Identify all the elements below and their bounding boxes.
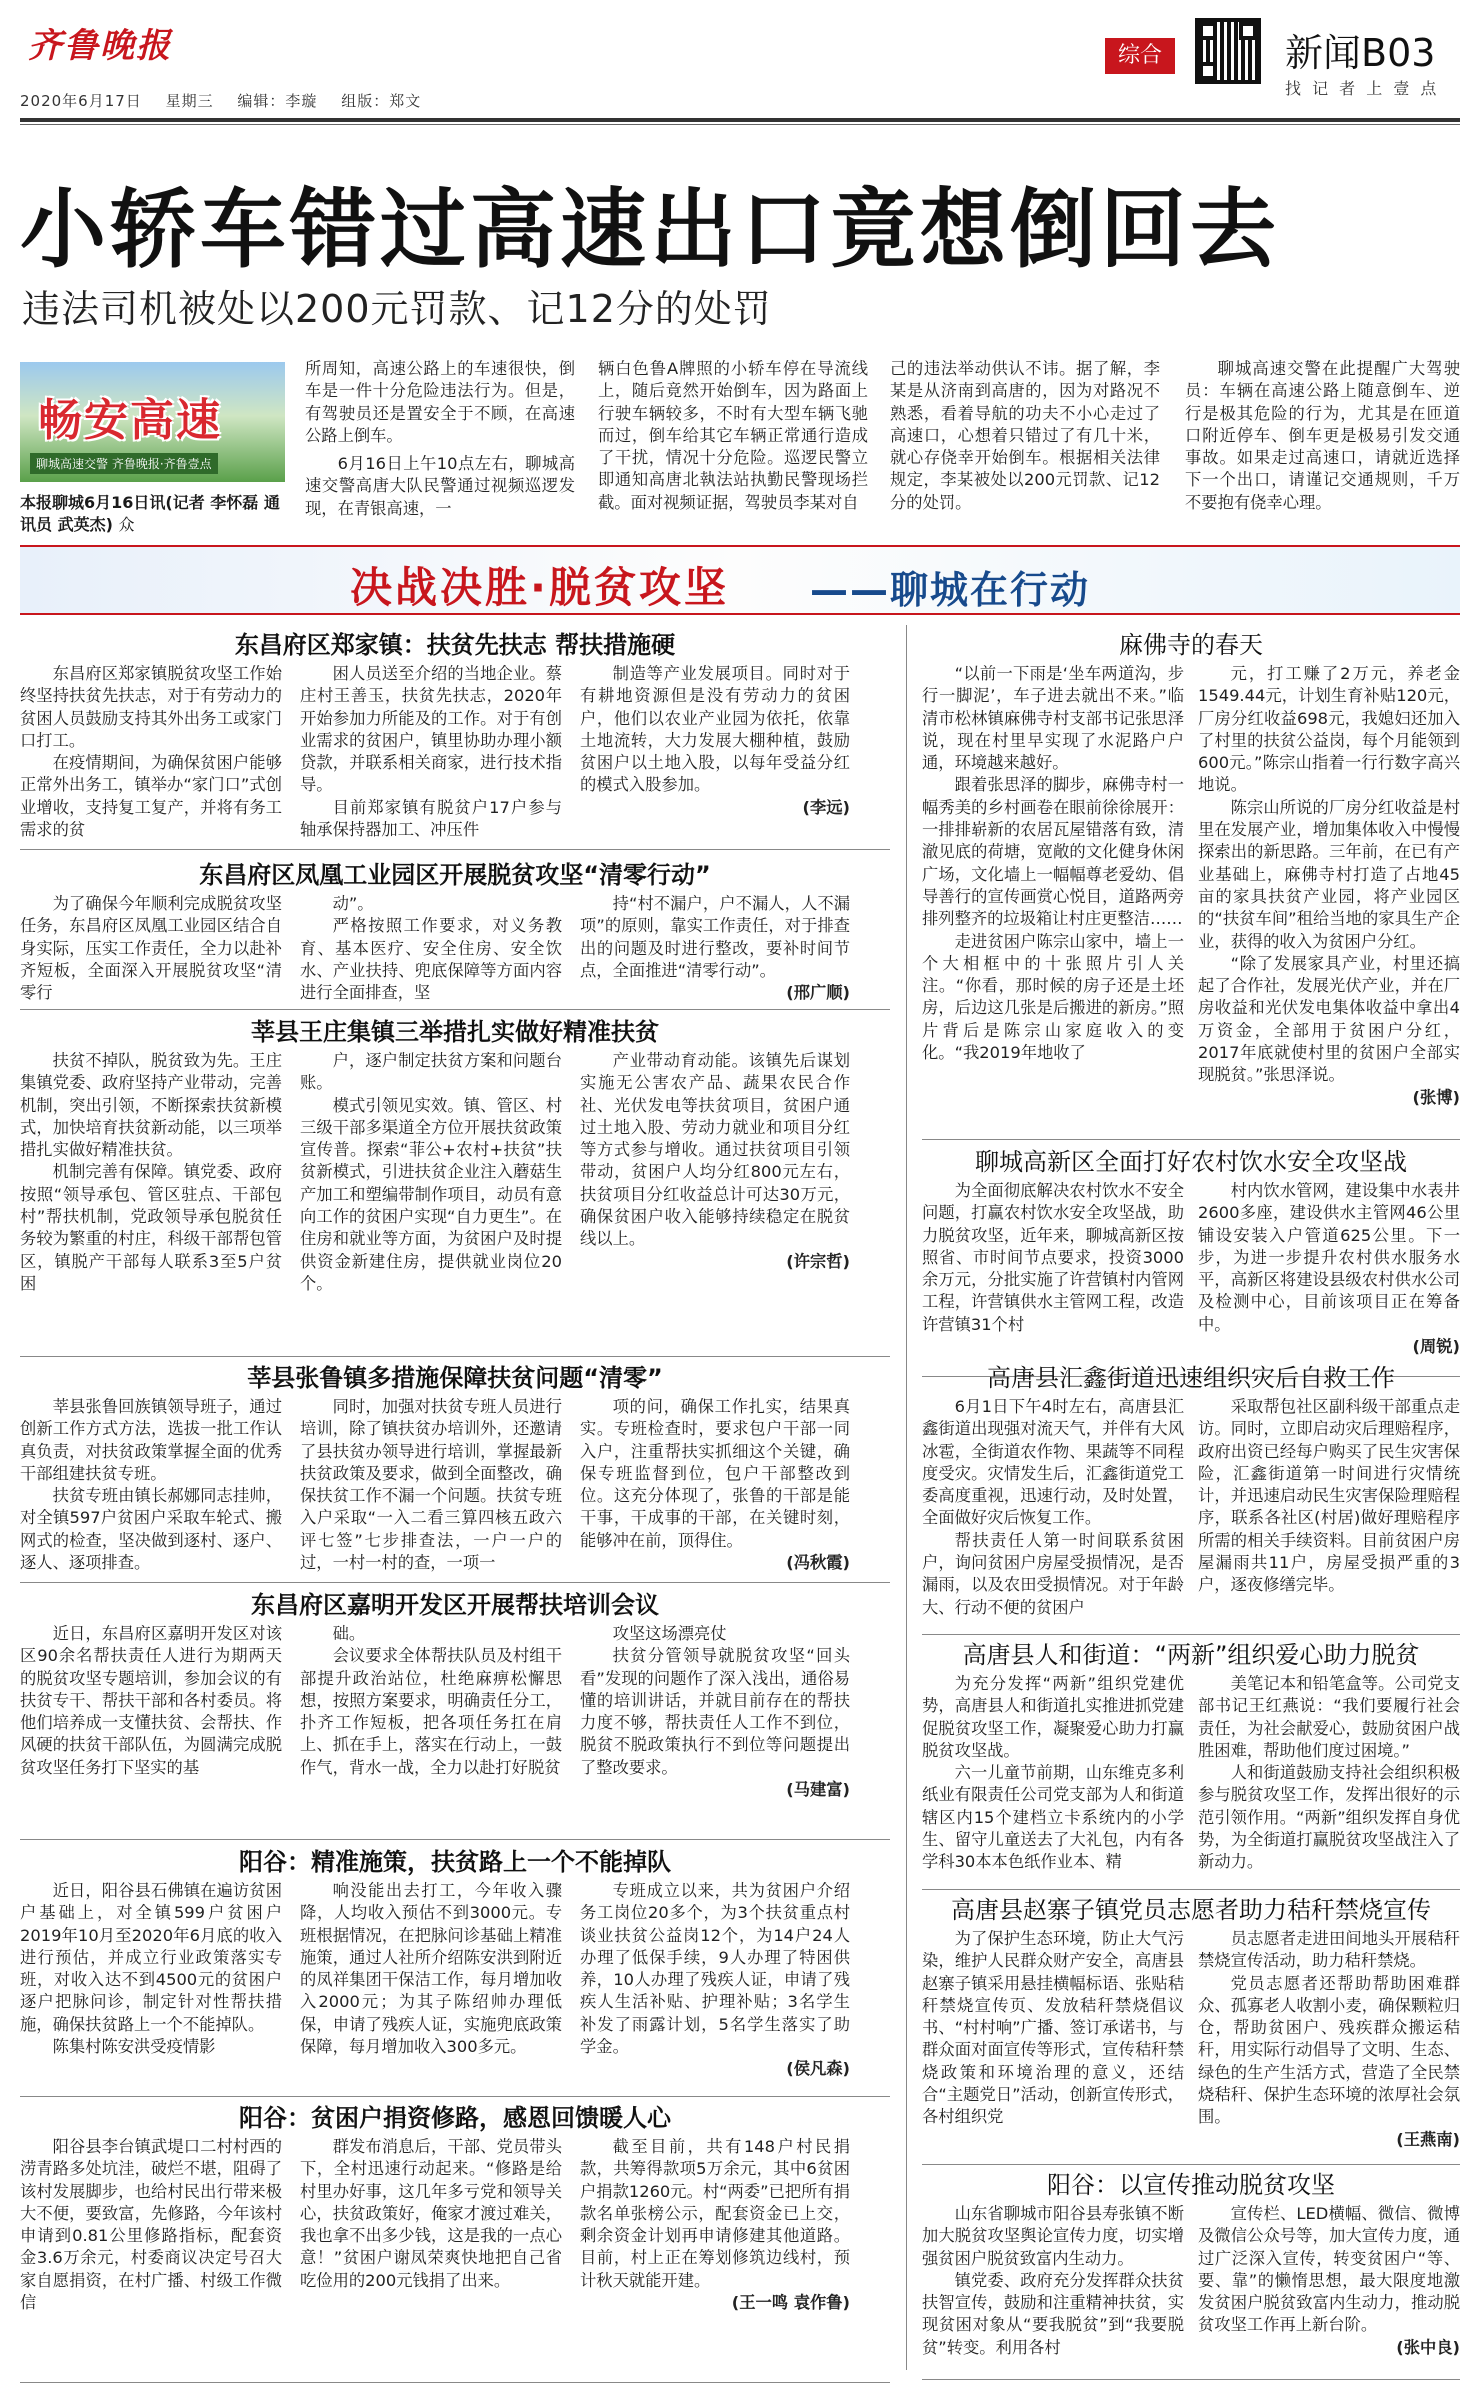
article-title-r2: 聊城高新区全面打好农村饮水安全攻坚战 bbox=[975, 1148, 1407, 1176]
article-a6-col-3: 专班成立以来，共为贫困户介绍务工岗位20多个，为3个扶贫重点村谈业扶贫公益岗12个，为14户24人办理了低保手续，9人办理了特困供养，10人办理了残疾人证，申请了残疾人生活补贴、护理补贴；3名学生补发了雨露计划，5名学生落实了助学金。 (侯凡森) bbox=[580, 1880, 850, 2090]
lead-col-4: 聊城高速交警在此提醒广大驾驶员：车辆在高速公路上随意倒车、逆行是极其危险的行为，尤其是在匝道口附近停车、倒车更是极易引发交通事故。如果走过高速口，请就近选择下一个出口，请谨记交通规则，千万不要抱有侥幸心理。 bbox=[1185, 359, 1460, 512]
article-a7-signature: (王一鸣 袁作鲁) bbox=[731, 2293, 850, 2313]
campaign-banner bbox=[20, 545, 1460, 615]
article-a4-signature: (冯秋霞) bbox=[786, 1553, 850, 1573]
article-title-a2: 东昌府区凤凰工业园区开展脱贫攻坚“清零行动” bbox=[199, 861, 711, 889]
article-r3-col-2: 采取帮包社区副科级干部重点走访。同时，立即启动灾后理赔程序，政府出资已经每户购买了民生灾害保险，汇鑫街道第一时间进行灾情统计，并迅速启动民生灾害保险理赔程序，联系各社区(村居)做好理赔程序所需的相关手续资料。目前贫困户房屋漏雨共11户，房屋受损严重的3户，逐夜修缮完毕。 bbox=[1198, 1397, 1460, 1595]
lead-headline: 小轿车错过高速出口竟想倒回去 bbox=[20, 180, 1280, 280]
article-a1-col-2: 困人员送至介绍的当地企业。蔡庄村王善玉，扶贫先扶志，2020年开始参加力所能及的工作。对于有创业需求的贫困户，镇里协助办理小额贷款，并联系相关商家，进行技术指导。 目前郑家镇有脱贫户17户参与轴承保持器加工、冲压件 bbox=[300, 664, 562, 840]
campaign-banner-slogan: ——聊城在行动 bbox=[810, 568, 1091, 612]
article-title-a4: 莘县张鲁镇多措施保障扶贫问题“清零” bbox=[247, 1364, 663, 1392]
article-r1-signature: (张博) bbox=[1412, 1087, 1460, 1107]
article-title-a5: 东昌府区嘉明开发区开展帮扶培训会议 bbox=[251, 1591, 659, 1619]
issue-meta bbox=[20, 90, 439, 111]
article-r3-col-1: 6月1日下午4时左右，高唐县汇鑫街道出现强对流天气，并伴有大风冰雹，全街道农作物、果蔬等不同程度受灾。灾情发生后，汇鑫街道党工委高度重视，迅速行动，及时处置，全面做好灾后恢复工作。 帮扶责任人第一时间联系贫困户，询问贫困户房屋受损情况，是否漏雨，以及农田受损情况。对于年龄大、行动不便的贫困户 bbox=[922, 1397, 1184, 1617]
lead-byline: 本报聊城6月16日讯(记者 李怀磊 通讯员 武英杰) 众 bbox=[20, 493, 280, 534]
article-separator bbox=[922, 2379, 1460, 2380]
article-a3-col-3: 产业带动育动能。该镇先后谋划实施无公害农产品、蔬果农民合作社、光伏发电等扶贫项目，贫困户通过土地入股、劳动力就业和项目分红等方式参与增收。通过扶贫项目引领带动，贫困户人均分红800元左右，扶贫项目分红收益总计可达30万元，确保贫困户收入能够持续稳定在脱贫线以上。 (许宗哲) bbox=[580, 1050, 850, 1350]
article-title-r5: 高唐县赵寨子镇党员志愿者助力秸秆禁烧宣传 bbox=[951, 1896, 1431, 1924]
article-r6-col-1: 山东省聊城市阳谷县寿张镇不断加大脱贫攻坚舆论宣传力度，切实增强贫困户脱贫致富内生动力。 镇党委、政府充分发挥群众扶贫扶智宣传，鼓励和注重精神扶贫，实现贫困对象从“要我脱贫”到“我要脱贫”转变。利用各村 bbox=[922, 2204, 1184, 2357]
article-a3-signature: (许宗哲) bbox=[786, 1251, 850, 1271]
article-r1-col-2: 元，打工赚了2万元，养老金1549.44元，计划生育补贴120元，厂房分红收益698元，我媳妇还加入了村里的扶贫公益岗，每个月能领到600元。”陈宗山指着一行行数字高兴地说。 陈宗山所说的厂房分红收益是村里在发展产业，增加集体收入中慢慢探索出的新思路。三年前，在已有产业基础上，麻佛寺村打造了占地45亩的家具扶贫产业园，将产业园区的“扶贫车间”租给当地的家具生产企业，获得的收入为贫困户分红。 “除了发展家具产业，村里还搞起了合作社，发展光伏产业，并在厂房收益和光伏发电集体收益中拿出4万资金，全部用于贫困户分红，2017年底就使村里的贫困户全部实现脱贫。”张思泽说。 (张博) bbox=[1198, 663, 1460, 1133]
column-banner-subtitle: 聊城高速交警 齐鲁晚报·齐鲁壹点 bbox=[30, 453, 218, 474]
article-separator bbox=[20, 849, 890, 850]
article-separator bbox=[20, 1582, 890, 1583]
section-tag: 综合 bbox=[1105, 38, 1175, 74]
article-a1-col-3: 制造等产业发展项目。同时对于有耕地资源但是没有劳动力的贫困户，他们以农业产业园为依托，依靠土地流转，大力发展大棚种植，鼓励贫困户以土地入股，以每年受益分红的模式入股参加。 (李远) bbox=[580, 663, 850, 843]
article-r4-col-2: 美笔记本和铅笔盒等。公司党支部书记王红燕说：“我们要履行社会责任，为社会献爱心，鼓励贫困户战胜困难，帮助他们度过困境。” 人和街道鼓励支持社会组织积极参与脱贫攻坚工作，发挥出很好的示范引领作用。“两新”组织发挥自身优势，为全街道打赢脱贫攻坚战注入了新动力。 bbox=[1198, 1674, 1460, 1872]
qr-code-icon bbox=[1195, 18, 1261, 84]
article-a6-col-2: 响没能出去打工，今年收入骤降，人均收入预估不到3000元。专班根据情况，在把脉问诊基础上精准施策，通过人社所介绍陈安洪到附近的凤祥集团干保洁工作，每月增加收入2000元；为其子陈绍帅办理低保，申请了残疾人证，实施兜底政策保障，每月增加收入300多元。 bbox=[300, 1881, 562, 2057]
article-separator bbox=[20, 1839, 890, 1840]
article-r2-col-2: 村内饮水管网，建设集中水表井2600多座，建设供水主管网46公里铺设安装入户管道625公里。下一步，为进一步提升农村供水服务水平，高新区将建设县级农村供水公司及检测中心，目前该项目正在筹备中。 (周锐) bbox=[1198, 1180, 1460, 1370]
issue-weekday: 星期三 bbox=[165, 92, 214, 110]
campaign-banner-title: 决战决胜·脱贫攻坚 bbox=[350, 563, 729, 612]
article-a5-col-3: 攻坚这场漂亮仗 扶贫分管领导就脱贫攻坚“回头看”发现的问题作了深入浅出，通俗易懂的培训讲话，并就目前存在的帮扶力度不够，帮扶责任人工作不到位，脱贫不脱政策执行不到位等问题提出了整改要求。 (马建富) bbox=[580, 1623, 850, 1833]
article-a6-col-1: 近日，阳谷县石佛镇在遍访贫困户基础上，对全镇599户贫困户2019年10月至2020年6月底的收入进行预估，并成立行业政策落实专班，对收入达不到4500元的贫困户逐户把脉问诊，制定针对性帮扶措施，确保扶贫路上一个不能掉队。 陈集村陈安洪受疫情影 bbox=[20, 1881, 282, 2057]
issue-date: 2020年6月17日 bbox=[20, 92, 142, 110]
lead-subhead: 违法司机被处以200元罚款、记12分的处罚 bbox=[22, 287, 772, 331]
article-a7-col-1: 阳谷县李台镇武堤口二村村西的涝青路多处坑洼，破烂不堪，阻碍了该村发展脚步，也给村民出行带来极大不便，要致富，先修路，今年该村申请到0.81公里修路指标，配套资金3.6万余元，村委商议决定号召大家自愿捐资，在村广播、村级工作微信 bbox=[20, 2137, 282, 2313]
lead-col-3: 己的违法举动供认不讳。据了解，李某是从济南到高唐的，因为对路况不熟悉，看着导航的功夫不小心走过了高速口，心想着只错过了有几十米，就心存侥幸开始倒车。根据相关法律规定，李某被处以200元罚款、记12分的处罚。 bbox=[890, 359, 1160, 512]
article-a5-signature: (马建富) bbox=[786, 1780, 850, 1800]
article-r4-col-1: 为充分发挥“两新”组织党建优势，高唐县人和街道扎实推进抓党建促脱贫攻坚工作，凝聚爱心助力打赢脱贫攻坚战。 六一儿童节前期，山东维克多利纸业有限责任公司党支部为人和街道辖区内15个建档立卡系统内的小学生、留守儿童送去了大礼包，内有各学科30本本色纸作业本、精 bbox=[922, 1674, 1184, 1872]
article-a2-col-1: 为了确保今年顺利完成脱贫攻坚任务，东昌府区凤凰工业园区结合自身实际，压实工作责任，全力以赴补齐短板，全面深入开展脱贫攻坚“清零行 bbox=[20, 894, 282, 1003]
article-title-r6: 阳谷：以宣传推动脱贫攻坚 bbox=[1047, 2171, 1335, 2199]
article-a7-col-2: 群发布消息后，干部、党员带头下，全村迅速行动起来。“修路是给村里办好事，这几年多亏党和领导关心，扶贫政策好，俺家才渡过难关，我也拿不出多少钱，这是我的一点心意！”贫困户谢凤荣爽快地把自己省吃俭用的200元钱捐了出来。 bbox=[300, 2137, 562, 2290]
masthead-rule bbox=[20, 118, 1460, 122]
article-title-a3: 莘县王庄集镇三举措扎实做好精准扶贫 bbox=[251, 1018, 659, 1046]
article-r2-col-1: 为全面彻底解决农村饮水不安全问题，打赢农村饮水安全攻坚战，助力脱贫攻坚，近年来，聊城高新区按照省、市时间节点要求，投资3000余万元，分批实施了许营镇村内管网工程，许营镇供水主管网工程，改造许营镇31个村 bbox=[922, 1181, 1184, 1334]
article-r5-col-1: 为了保护生态环境，防止大气污染，维护人民群众财产安全，高唐县赵寨子镇采用悬挂横幅标语、张贴秸秆禁烧宣传页、发放秸秆禁烧倡议书、“村村响”广播、签订承诺书，与群众面对面宣传等形式，宣传秸秆禁烧政策和环境治理的意义，还结合“主题党日”活动，创新宣传形式，各村组织党 bbox=[922, 1929, 1184, 2127]
article-separator bbox=[20, 2096, 890, 2097]
article-a2-signature: (邢广顺) bbox=[786, 983, 850, 1003]
article-separator bbox=[20, 1356, 890, 1357]
masthead-rule-thin bbox=[20, 124, 1460, 125]
article-r2-signature: (周锐) bbox=[1412, 1337, 1460, 1357]
article-a5-col-2: 础。 会议要求全体帮扶队员及村组干部提升政治站位，杜绝麻痹松懈思想，按照方案要求，明确责任分工，扑齐工作短板，把各项任务扛在肩上、抓在手上，落实在行动上，一鼓作气，背水一战，全力以赴打好脱贫 bbox=[300, 1624, 562, 1777]
article-r6-signature: (张中良) bbox=[1396, 2337, 1460, 2357]
article-a2-col-3: 持“村不漏户，户不漏人，人不漏项”的原则，靠实工作责任，对于排查出的问题及时进行整改，要补时间节点，全面推进“清零行动”。 (邢广顺) bbox=[580, 893, 850, 1003]
article-a1-col-1: 东昌府区郑家镇脱贫攻坚工作始终坚持扶贫先扶志，对于有劳动力的贫困人员鼓励支持其外出务工或家门口打工。 在疫情期间，为确保贫困户能够正常外出务工，镇举办“家门口”式创业增收，支持复工复产，并将有务工需求的贫 bbox=[20, 664, 282, 840]
article-a7-col-3: 截至目前，共有148户村民捐款，共筹得款项5万余元，其中6贫困户捐款1260元。村“两委”已把所有捐款名单张榜公示，配套资金已上交，剩余资金计划再申请修建其他道路。目前，村上正在筹划修筑边线村，预计秋天就能开建。 (王一鸣 袁作鲁) bbox=[580, 2136, 850, 2376]
article-title-a6: 阳谷：精准施策，扶贫路上一个不能掉队 bbox=[239, 1848, 671, 1876]
article-title-a1: 东昌府区郑家镇：扶贫先扶志 帮扶措施硬 bbox=[234, 631, 676, 659]
article-r6-col-2: 宣传栏、LED横幅、微信、微博及微信公众号等，加大宣传力度，通过广泛深入宣传，转变贫困户“等、要、靠”的懒惰思想，最大限度地激发贫困户脱贫致富内生动力，推动脱贫攻坚工作再上新台阶。 (张中良) bbox=[1198, 2203, 1460, 2373]
article-separator bbox=[922, 1139, 1460, 1140]
section-subtitle: 找 记 者 上 壹 点 bbox=[1285, 79, 1440, 98]
designer-credit: 组版：郑文 bbox=[341, 92, 422, 110]
editor-credit: 编辑：李璇 bbox=[237, 92, 318, 110]
article-a1-signature: (李远) bbox=[802, 797, 850, 817]
article-a3-col-1: 扶贫不掉队，脱贫致为先。王庄集镇党委、政府坚持产业带动，完善机制，突出引领，不断探索扶贫新模式，加快培育扶贫新动能，以三项举措扎实做好精准扶贫。 机制完善有保障。镇党委、政府按照“领导承包、管区驻点、干部包村”帮扶机制，党政领导承包脱贫任务较为繁重的村庄，科级干部帮包管区，镇脱产干部每人联系3至5户贫困 bbox=[20, 1051, 282, 1293]
article-r1-col-1: “以前一下雨是‘坐车两道沟，步行一脚泥’，车子进去就出不来。”临清市松林镇麻佛寺村支部书记张思泽说，现在村里早实现了水泥路户户通，环境越来越好。 跟着张思泽的脚步，麻佛寺村一幅秀美的乡村画卷在眼前徐徐展开：一排排崭新的农居瓦屋错落有致，清澈见底的荷塘，宽敞的文化健身休闲广场，文化墙上一幅幅尊老爱幼、倡导善行的宣传画赏心悦目，道路两旁排列整齐的垃圾箱让村庄更整洁…… 走进贫困户陈宗山家中，墙上一个大相框中的十张照片引人关注。“你看，那时候的房子还是土坯房，后边这几张是后搬进的新房。”照片背后是陈宗山家庭收入的变化。“我2019年地收了 bbox=[922, 664, 1184, 1063]
column-banner-title: 畅安高速 bbox=[38, 395, 222, 446]
column-banner-image bbox=[20, 362, 285, 482]
article-a4-col-1: 莘县张鲁回族镇领导班子，通过创新工作方式方法，选拔一批工作认真负责，对扶贫政策掌握全面的优秀干部组建扶贫专班。 扶贫专班由镇长郝娜同志挂帅，对全镇597户贫困户采取车轮式、搬网式的检查，坚决做到逐村、逐户、逐人、逐项排查。 bbox=[20, 1397, 282, 1573]
article-title-a7: 阳谷：贫困户捐资修路，感恩回馈暖人心 bbox=[239, 2104, 671, 2132]
article-r5-col-2: 员志愿者走进田间地头开展秸秆禁烧宣传活动，助力秸秆禁烧。 党员志愿者还帮助帮助困难群众、孤寡老人收割小麦，确保颗粒归仓，帮助贫困户、残疾群众搬运秸秆，用实际行动倡导了文明、生态、绿色的生产生活方式，营造了全民禁烧秸秆、保护生态环境的浓厚社会氛围。 (王燕南) bbox=[1198, 1928, 1460, 2158]
column-divider bbox=[906, 625, 907, 2370]
article-title-r1: 麻佛寺的春天 bbox=[1119, 631, 1263, 659]
article-title-r4: 高唐县人和街道：“两新”组织爱心助力脱贫 bbox=[962, 1641, 1420, 1669]
article-separator bbox=[20, 1009, 890, 1010]
article-a6-signature: (侯凡森) bbox=[786, 2059, 850, 2079]
article-a3-col-2: 户，逐户制定扶贫方案和问题台账。 模式引领见实效。镇、管区、村三级干部多渠道全方位开展扶贫政策宣传普。探索“菲公+农村+扶贫”扶贫新模式，引进扶贫企业注入蘑菇生产加工和塑编带制作项目，动员有意向工作的贫困户实现“自力更生”。在住房和就业等方面，为贫困户及时提供资金新建住房，提供就业岗位20个。 bbox=[300, 1051, 562, 1293]
article-a2-col-2: 动”。 严格按照工作要求，对义务教育、基本医疗、安全住房、安全饮水、产业扶持、兜底保障等方面内容进行全面排查，坚 bbox=[300, 894, 562, 1003]
newspaper-logo: 齐鲁晚报 bbox=[28, 26, 172, 66]
section-title: 新闻B03 bbox=[1285, 31, 1436, 75]
article-title-r3: 高唐县汇鑫街道迅速组织灾后自救工作 bbox=[987, 1364, 1395, 1392]
article-a4-col-2: 同时，加强对扶贫专班人员进行培训，除了镇扶贫办培训外，还邀请了县扶贫办领导进行培训，掌握最新扶贫政策及要求，做到全面整改，确保扶贫工作不漏一个问题。扶贫专班入户采取“一入二看三算四核五政六评七签”七步排查法，一户一户的过，一村一村的查，一项一 bbox=[300, 1397, 562, 1573]
article-r5-signature: (王燕南) bbox=[1396, 2129, 1460, 2149]
lead-col-2: 辆白色鲁A牌照的小轿车停在导流线上，随后竟然开始倒车，因为路面上行驶车辆较多，不时有大型车辆飞驰而过，倒车给其它车辆正常通行造成了干扰，情况十分危险。巡逻民警立即通知高唐北執法站执勤民警现场拦截。面对视频证据，驾驶员李某对自 bbox=[598, 359, 868, 512]
article-a5-col-1: 近日，东昌府区嘉明开发区对该区90余名帮扶责任人进行为期两天的脱贫攻坚专题培训，参加会议的有扶贫专干、帮扶干部和各村委员。将他们培养成一支懂扶贫、会帮扶、作风硬的扶贫干部队伍，为圆满完成脱贫攻坚任务打下坚实的基 bbox=[20, 1624, 282, 1777]
lead-col-1: 所周知，高速公路上的车速很快，倒车是一件十分危险违法行为。但是，有驾驶员还是置安全于不顾，在高速公路上倒车。 6月16日上午10点左右，聊城高速交警高唐大队民警通过视频巡逻发现，在青银高速，一 bbox=[305, 359, 575, 518]
article-a4-col-3: 项的问，确保工作扎实，结果真实。专班检查时，要求包户干部一同入户，注重帮扶实抓细这个关键，确保专班监督到位，包户干部整改到位。这充分体现了，张鲁的干部是能干事，干成事的干部，在关键时刻，能够冲在前，顶得住。 (冯秋霞) bbox=[580, 1396, 850, 1576]
